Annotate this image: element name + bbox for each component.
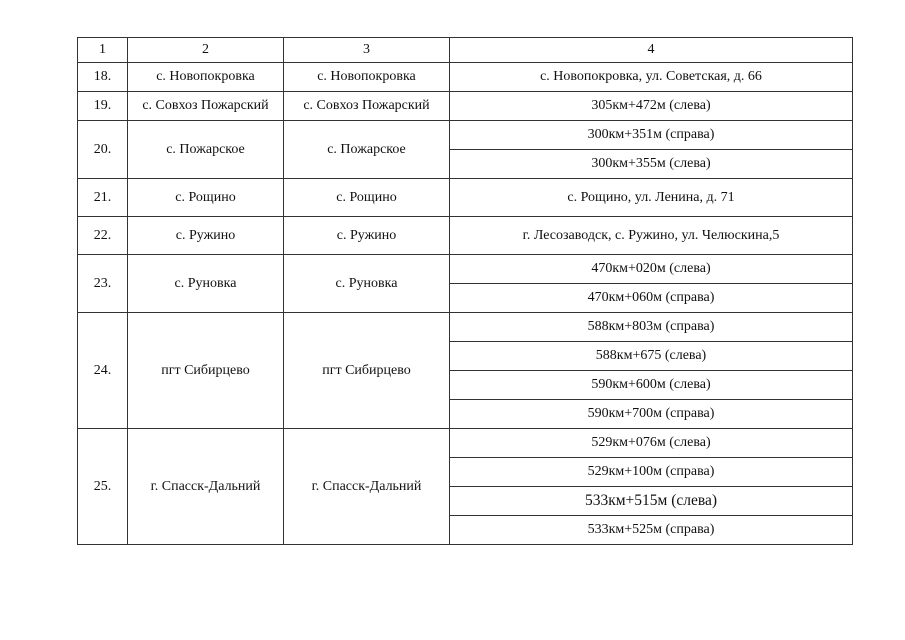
address-cell: 529км+076м (слева) bbox=[450, 429, 853, 458]
table-row bbox=[78, 255, 853, 284]
settlement-cell: с. Пожарское bbox=[128, 121, 284, 179]
address-cell: 588км+803м (справа) bbox=[450, 313, 853, 342]
address-cell: 533км+515м (слева) bbox=[450, 487, 853, 516]
address-cell: 533км+525м (справа) bbox=[450, 516, 853, 545]
row-number: 18. bbox=[78, 63, 128, 92]
table-row bbox=[78, 121, 853, 150]
address-cell: 305км+472м (слева) bbox=[450, 92, 853, 121]
location-cell: с. Ружино bbox=[284, 217, 450, 255]
settlement-cell: г. Спасск-Дальний bbox=[128, 429, 284, 545]
header-cell-3: 3 bbox=[284, 38, 450, 63]
header-cell-1: 1 bbox=[78, 38, 128, 63]
row-number: 25. bbox=[78, 429, 128, 545]
settlement-cell: с. Руновка bbox=[128, 255, 284, 313]
settlement-cell: с. Совхоз Пожарский bbox=[128, 92, 284, 121]
settlement-cell: пгт Сибирцево bbox=[128, 313, 284, 429]
location-cell: г. Спасск-Дальний bbox=[284, 429, 450, 545]
row-number: 22. bbox=[78, 217, 128, 255]
row-number: 21. bbox=[78, 179, 128, 217]
table-row bbox=[78, 217, 853, 255]
settlement-cell: с. Ружино bbox=[128, 217, 284, 255]
location-cell: с. Рощино bbox=[284, 179, 450, 217]
address-cell: 590км+600м (слева) bbox=[450, 371, 853, 400]
address-cell: 300км+351м (справа) bbox=[450, 121, 853, 150]
address-cell: 300км+355м (слева) bbox=[450, 150, 853, 179]
table-row bbox=[78, 313, 853, 342]
row-number: 19. bbox=[78, 92, 128, 121]
header-cell-4: 4 bbox=[450, 38, 853, 63]
address-cell: с. Рощино, ул. Ленина, д. 71 bbox=[450, 179, 853, 217]
table-row bbox=[78, 92, 853, 121]
settlement-cell: с. Новопокровка bbox=[128, 63, 284, 92]
address-cell: 590км+700м (справа) bbox=[450, 400, 853, 429]
address-cell: с. Новопокровка, ул. Советская, д. 66 bbox=[450, 63, 853, 92]
location-cell: с. Совхоз Пожарский bbox=[284, 92, 450, 121]
location-cell: с. Новопокровка bbox=[284, 63, 450, 92]
location-cell: с. Пожарское bbox=[284, 121, 450, 179]
header-cell-2: 2 bbox=[128, 38, 284, 63]
table-row bbox=[78, 179, 853, 217]
row-number: 20. bbox=[78, 121, 128, 179]
location-cell: с. Руновка bbox=[284, 255, 450, 313]
address-cell: 529км+100м (справа) bbox=[450, 458, 853, 487]
address-cell: г. Лесозаводск, с. Ружино, ул. Челюскина,5 bbox=[450, 217, 853, 255]
row-number: 24. bbox=[78, 313, 128, 429]
document-table bbox=[77, 37, 853, 545]
row-number: 23. bbox=[78, 255, 128, 313]
address-cell: 588км+675 (слева) bbox=[450, 342, 853, 371]
address-cell: 470км+060м (справа) bbox=[450, 284, 853, 313]
table-row bbox=[78, 63, 853, 92]
address-cell: 470км+020м (слева) bbox=[450, 255, 853, 284]
location-cell: пгт Сибирцево bbox=[284, 313, 450, 429]
settlement-cell: с. Рощино bbox=[128, 179, 284, 217]
header-row bbox=[78, 38, 853, 63]
table-row bbox=[78, 429, 853, 458]
